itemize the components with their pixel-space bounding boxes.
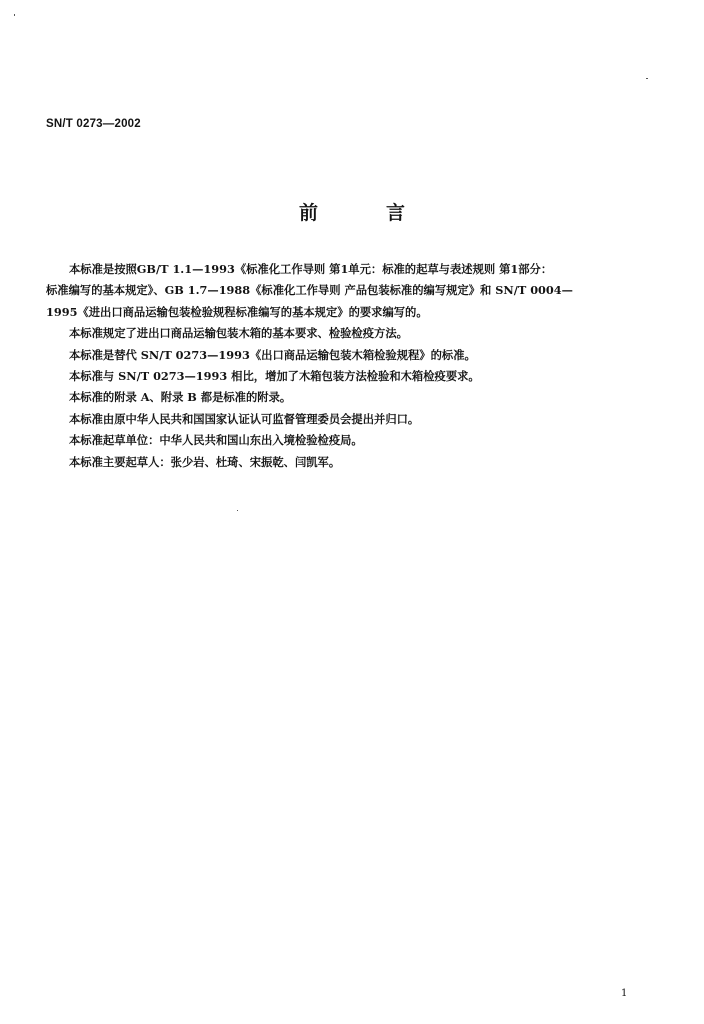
text-line: 1995《进出口商品运输包装检验规程标准编写的基本规定》的要求编写的。 [46, 304, 428, 319]
text-line: 本标准是按照GB/T 1.1—1993《标准化工作导则 第1单元：标准的起草与表述规则 第1部分： [69, 262, 553, 276]
section-heading: 前言 [298, 202, 473, 224]
paragraph-proposer: 本标准由原中华人民共和国国家认证认可监督管理委员会提出并归口。 [69, 411, 420, 426]
document-code: SN/T 0273—2002 [46, 118, 141, 130]
paragraph-scope: 本标准规定了进出口商品运输包装木箱的基本要求、检验检疫方法。 [69, 326, 408, 341]
paragraph-replacement: 本标准是替代 SN/T 0273—1993《出口商品运输包装木箱检验规程》的标准。 [69, 347, 476, 362]
scan-speck [14, 14, 15, 16]
scan-speck [646, 78, 648, 79]
scan-speck [237, 510, 238, 511]
paragraph-annexes: 本标准的附录 A、附录 B 都是标准的附录。 [69, 390, 292, 405]
paragraph-basis [46, 259, 660, 323]
foreword-body [46, 259, 660, 473]
text-line: 标准编写的基本规定》、GB 1.7—1988《标准化工作导则 产品包装标准的编写规定》和 SN/T 0004— [46, 283, 573, 298]
page-number: 1 [621, 988, 628, 999]
paragraph-drafters: 本标准主要起草人：张少岩、杜琦、宋振乾、闫凯军。 [69, 454, 341, 469]
paragraph-changes: 本标准与 SN/T 0273—1993 相比，增加了木箱包装方法检验和木箱检疫要求。 [69, 369, 480, 384]
paragraph-drafting-unit: 本标准起草单位：中华人民共和国山东出入境检验检疫局。 [69, 433, 363, 448]
